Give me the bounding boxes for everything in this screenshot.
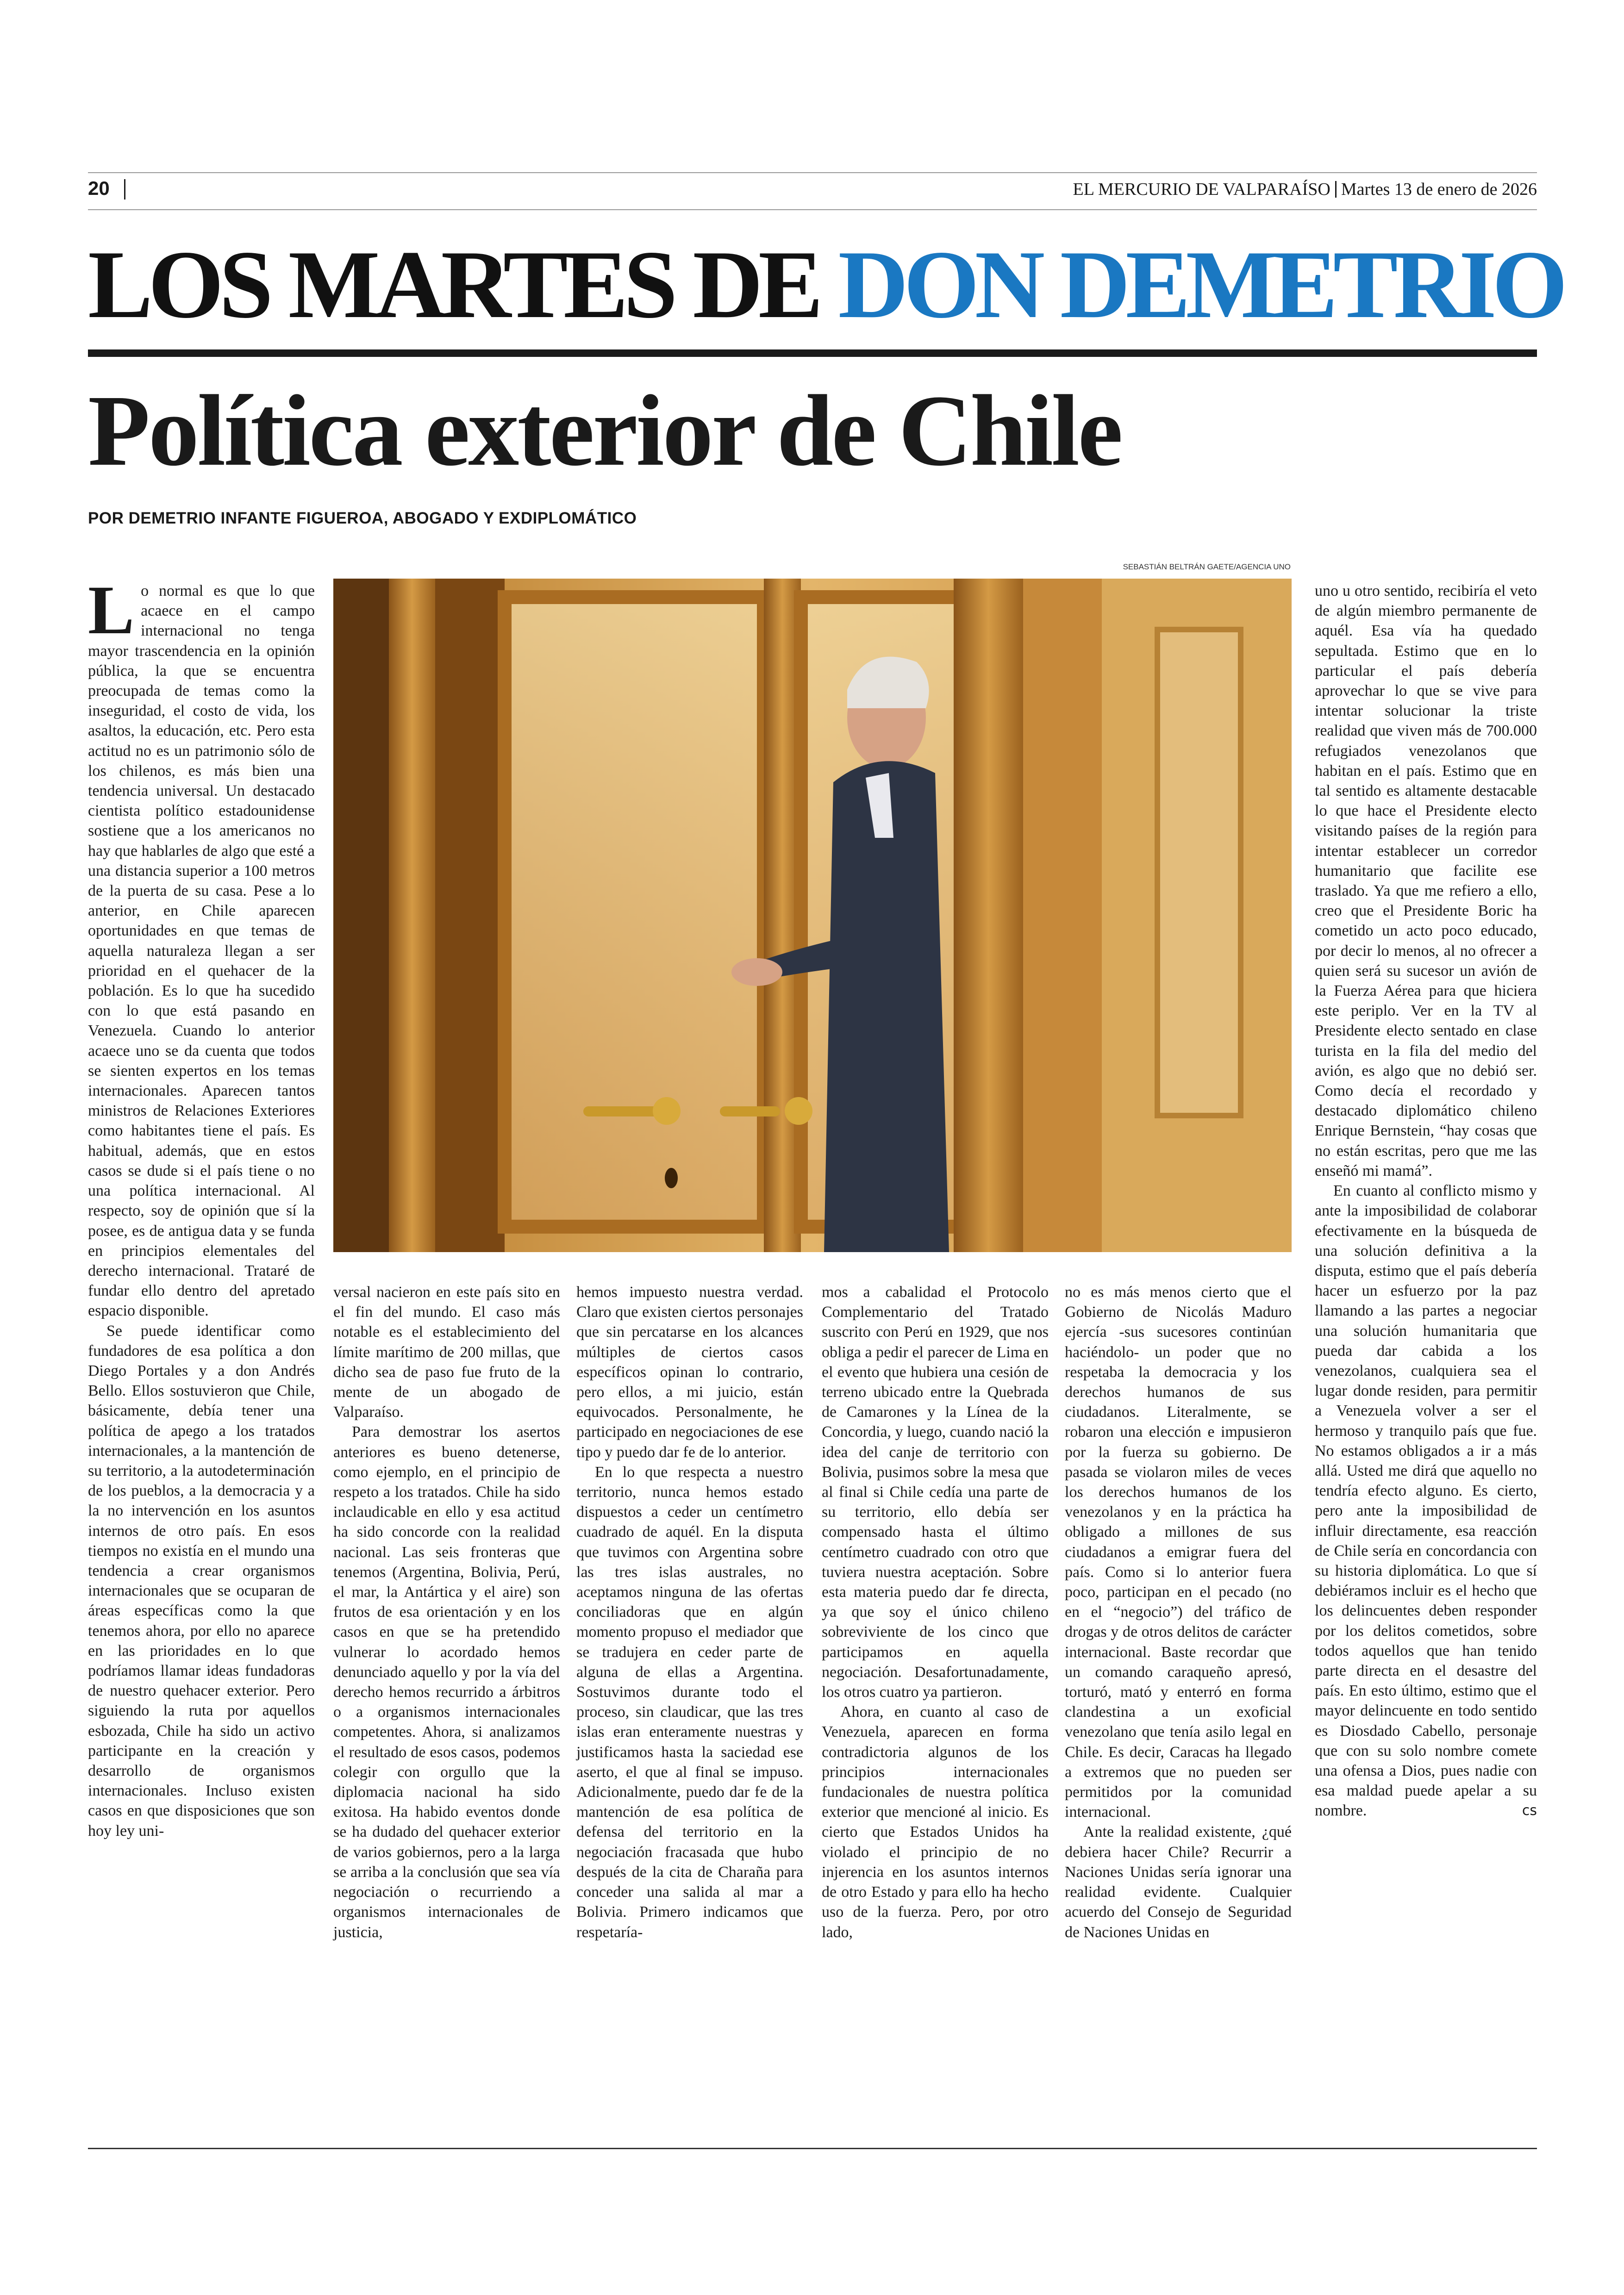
paragraph <box>1315 1181 1537 1821</box>
paragraph-text: o normal es que lo que acaece en el campo internacional no tenga mayor trascendencia en la opinión pública, la que se encuentra preocupada de temas como la inseguridad, el costo de vida, los asaltos, la educación, etc. Pero esta actitud no es un patrimonio sólo de los chilenos, es más bien una tendencia universal. Un destacado cientista político estadounidense sostiene que a los americanos no hay que hablarles de algo que esté a una distancia superior a 100 metros de la puerta de su casa. Pese a lo anterior, en Chile aparecen oportunidades en que temas de aquella naturaleza llegan a ser prioridad en el quehacer de la población. Es lo que ha sucedido con lo que está pasando en Venezuela. Cuando lo anterior acaece uno se da cuenta que todos se sienten expertos en los temas internacionales. Aparecen tantos ministros de Relaciones Exteriores como habitantes tiene el país. Es habitual, además, que en estos casos se dude si el país tiene o no una política internacional. Al respecto, soy de opinión que sí la posee, es de antigua data y se funda en principios elementales del derecho internacional. Trataré de fundar ello dentro del apretado espacio disponible. <box>88 582 315 1320</box>
section-title-blue: DON DEMETRIO <box>838 231 1563 338</box>
paragraph: Ante la realidad existente, ¿qué debiera hacer Chile? Recurrir a Naciones Unidas sería ignorar una realidad evidente. Cualquier acuerdo del Consejo de Seguridad de Naciones Unidas en <box>1065 1823 1292 1941</box>
text-column-3 <box>576 1282 803 1942</box>
section-title-black: LOS MARTES DE <box>88 231 818 338</box>
end-mark-icon: cs <box>1522 1802 1537 1819</box>
text-column-2 <box>333 1282 560 1942</box>
paragraph: versal nacieron en este país sito en el fin del mundo. El caso más notable es el establecimiento del límite marítimo de 200 millas, que dicho sea de paso fue fruto de la mente de un abogado de Valparaíso. <box>333 1284 560 1421</box>
text-column-4 <box>822 1282 1049 1942</box>
publication-name: EL MERCURIO DE VALPARAÍSO <box>1073 180 1330 199</box>
issue-date: Martes 13 de enero de 2026 <box>1341 180 1537 199</box>
page-number: 20 <box>88 177 110 199</box>
page-header <box>88 174 1537 206</box>
photo-credit: SEBASTIÁN BELTRÁN GAETE/AGENCIA UNO <box>1123 562 1291 571</box>
paragraph: no es más menos cierto que el Gobierno de Nicolás Maduro ejercía -sus sucesores continúan haciéndolo- un poder que no respetaba la democracia y los derechos humanos de sus ciudadanos. Literalmente, se robaron una elección e impusieron por la fuerza su gobierno. De pasada se violaron miles de veces los derechos humanos de los venezolanos y en la práctica ha obligado a millones de sus ciudadanos a emigrar fuera del país. Como si lo anterior fuera poco, participan en el pecado (no en el “negocio”) del tráfico de drogas y de otros delitos de carácter internacional. Baste recordar que un comando caraqueño apresó, torturó, mató y enterró en forma clandestina a un exoficial venezolano que tenía asilo legal en Chile. Es decir, Caracas ha llegado a extremos que no pueden ser permitidos por la comunidad internacional. <box>1065 1284 1292 1821</box>
text-column-1-top <box>88 572 315 1841</box>
paragraph: En lo que respecta a nuestro territorio, nunca hemos estado dispuestos a ceder un centímetro cuadrado de aquél. En la disputa que tuvimos con Argentina sobre las tres islas australes, no aceptamos ninguna de las ofertas conciliadoras que en algún momento propuso el mediador que se tradujera en ceder parte de alguna de ellas a Argentina. Sostuvimos durante todo el proceso, sin claudicar, que las tres islas eran enteramente nuestras y justificamos hasta la saciedad ese aserto, el que al final se impuso. Adicionalmente, puedo dar fe de la mantención de esa política de defensa del territorio en la negociación fracasada que hubo después de la cita de Charaña para conceder una salida al mar a Bolivia. Primero indicamos que respetaría- <box>576 1463 803 1941</box>
footer-rule <box>88 2148 1537 2149</box>
paragraph: Ahora, en cuanto al caso de Venezuela, aparecen en forma contradictoria algunos de los principios internacionales fundacionales de nuestra política exterior que mencioné al inicio. Es cierto que Estados Unidos ha violado el principio de no injerencia en los asuntos internos de otro Estado y para ello ha hecho uso de la fuerza. Pero, por otro lado, <box>822 1703 1049 1941</box>
page-number-divider <box>124 179 125 200</box>
article-headline: Política exterior de Chile <box>88 374 1121 487</box>
paragraph: hemos impuesto nuestra verdad. Claro que existen ciertos personajes que sin percatarse en los alcances múltiples de ciertos casos específicos opinan lo contrario, pero ellos, a mi juicio, están equivocados. Personalmente, he participado en negociaciones de ese tipo y puedo dar fe de lo anterior. <box>576 1284 803 1461</box>
byline: POR DEMETRIO INFANTE FIGUEROA, ABOGADO Y EXDIPLOMÁTICO <box>88 509 637 527</box>
masthead <box>1073 179 1537 200</box>
masthead-divider <box>1335 181 1337 198</box>
photo-man-walking-through-door-icon <box>333 579 1292 1252</box>
paragraph: uno u otro sentido, recibiría el veto de algún miembro permanente de aquél. Esa vía ha quedado sepultada. Estimo que en lo particular el país debería aprovechar lo que se vive para intentar solucionar la triste realidad que viven más de 700.000 refugiados venezolanos que habitan en el país. Estimo que en tal sentido es altamente destacable lo que hace el Presidente electo visitando países de la región para intentar establecer un corredor humanitario que facilite ese traslado. Ya que me refiero a ello, creo que el Presidente Boric ha cometido un acto poco educado, por decir lo menos, al no ofrecer a quien será su sucesor un avión de la Fuerza Aérea para que hiciera este periplo. Ver en la TV al Presidente electo sentado en clase turista en la fila del medio del avión, es algo que no debió ser. Como decía el recordado y destacado diplomático chileno Enrique Bernstein, “hay cosas que no están escritas, pero que me las enseñó mi mamá”. <box>1315 582 1537 1179</box>
paragraph-text: En cuanto al conflicto mismo y ante la imposibilidad de colaborar efectivamente en la búsqueda de una solución definitiva a la disputa, estimo que el país debería hacer un esfuerzo por la paz llamando a las partes a negociar una solución humanitaria que pueda dar cabida a los venezolanos, cualquiera sea el lugar donde residen, para permitir a Venezuela volver a ser el hermoso y tranquilo país que fue. No estamos obligados a ir a más allá. Usted me dirá que aquello no tendría efecto alguno. Es cierto, pero ante la imposibilidad de influir directamente, esa reacción de Chile sería en concordancia con su historia diplomática. Lo que sí debiéramos incluir es el hecho que los delincuentes deben responder por los delitos cometidos, sobre todos aquellos que han tenido parte directa en el desastre del país. En esto último, estimo que el mayor delincuente en todo sentido es Diosdado Cabello, personaje que con su solo nombre comete una ofensa a Dios, pues nadie con esa maldad puede apelar a su nombre. <box>1315 1182 1537 1820</box>
paragraph <box>88 572 315 1321</box>
paragraph: mos a cabalidad el Protocolo Complementario del Tratado suscrito con Perú en 1929, que nos obliga a pedir el parecer de Lima en el evento que hubiera una cesión de terreno ubicado entre la Quebrada de Camarones y la Línea de la Concordia, y luego, cuando nació la idea del canje de territorio con Bolivia, pusimos sobre la mesa que al final si Chile cedía una parte de su territorio, ello debía ser compensado hasta el último centímetro cuadrado con otro que tuviera nuestra aceptación. Sobre esta materia puedo dar fe directa, ya que soy el único chileno sobreviviente de los cinco que participamos en aquella negociación. Desafortunadamente, los otros cuatro ya partieron. <box>822 1284 1049 1701</box>
paragraph: Para demostrar los asertos anteriores es bueno detenerse, como ejemplo, en el principio de respeto a los tratados. Chile ha sido inclaudicable en ello y esa actitud ha sido concorde con la realidad nacional. Las seis fronteras que tenemos (Argentina, Bolivia, Perú, el mar, la Antártica y el aire) son frutos de esa orientación y en los casos en que se ha pretendido vulnerar lo acordado hemos denunciado aquello y por la vía del derecho hemos recurrido a árbitros o a organismos internacionales competentes. Ahora, si analizamos el resultado de esos casos, podemos colegir con orgullo que la diplomacia nacional ha sido exitosa. Ha habido eventos donde se ha dudado del quehacer exterior de varios gobiernos, pero a la larga se arriba a la conclusión que sea vía negociación o recurriendo a organismos internacionales de justicia, <box>333 1423 560 1941</box>
section-rule <box>88 349 1537 357</box>
drop-cap: L <box>88 572 135 649</box>
text-column-5 <box>1065 1282 1292 1942</box>
article-photo <box>333 579 1292 1252</box>
paragraph: Se puede identificar como fundadores de esa política a don Diego Portales y a don Andrés Bello. Ellos sostuvieron que Chile, básicamente, debía tener una política de apego a los tratados internacionales, a la mantención de su territorio, a la autodeterminación de los pueblos, a la democracia y a la no intervención en los asuntos internos de otro país. En esos tiempos no existía en el mundo una tendencia a crear organismos internacionales que se ocuparan de áreas específicas como la que tenemos ahora, por ello no aparece en las prioridades en lo que podríamos llamar ideas fundadoras de nuestro quehacer exterior. Pero siguiendo la ruta por aquellos esbozada, Chile ha sido un activo participante en la creación y desarrollo de organismos internacionales. Incluso existen casos en que disposiciones que son hoy ley uni- <box>88 1322 315 1840</box>
section-title <box>88 231 1563 338</box>
header-bottom-rule <box>88 209 1537 210</box>
text-column-6 <box>1315 581 1537 1821</box>
header-top-rule <box>88 172 1537 173</box>
